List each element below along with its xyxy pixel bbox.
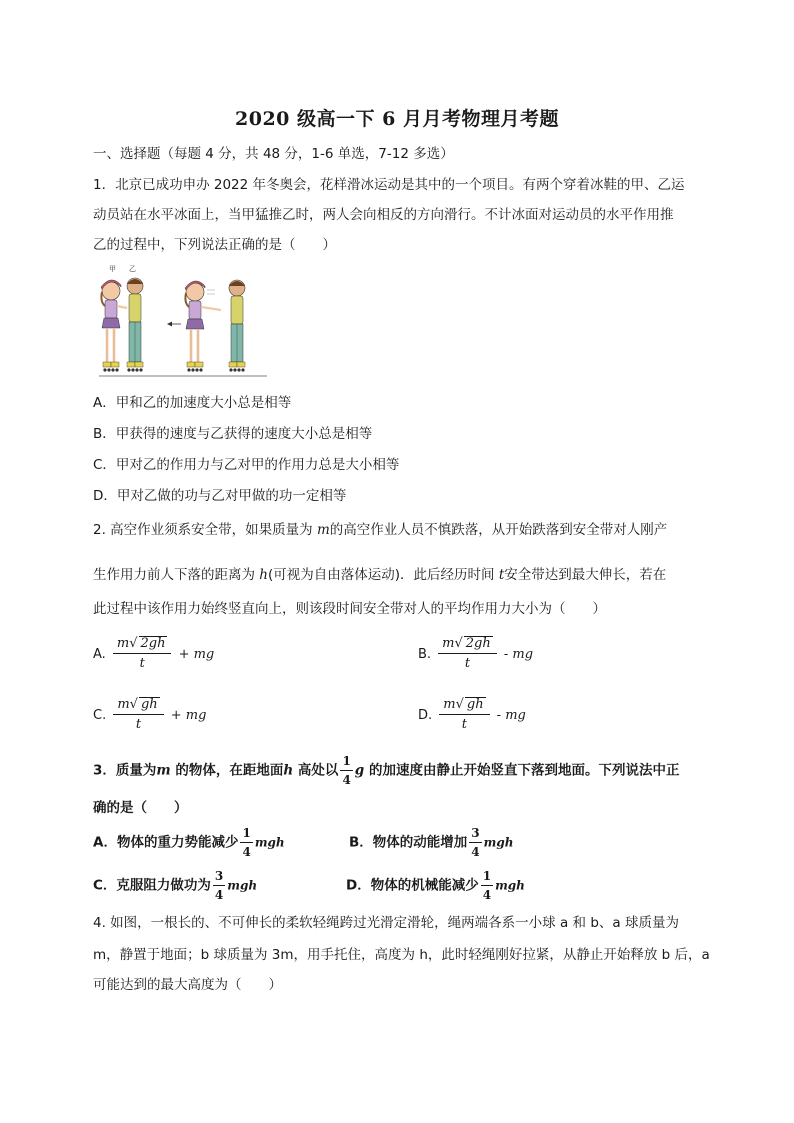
q4-line-1: 4. 如图，一根长的、不可伸长的柔软轻绳跨过光滑定滑轮，绳两端各系一小球 a 和 b、a 球质量为: [93, 915, 679, 931]
frac-den: t: [464, 656, 471, 671]
q2-var-h: h: [259, 567, 268, 583]
frac-den: t: [139, 656, 145, 671]
q2-option-d: [418, 697, 526, 732]
frac-num-m: m: [442, 636, 455, 651]
q1-option-c: C．甲对乙的作用力与乙对甲的作用力总是大小相等: [93, 457, 400, 473]
q3-line-2: 确的是（ ）: [93, 800, 188, 816]
option-tail: mgh: [254, 835, 285, 850]
q2-option-c: [93, 697, 206, 732]
sqrt-icon: √: [129, 636, 138, 651]
option-text: A．物体的重力势能减少: [93, 834, 239, 851]
fraction: [439, 697, 489, 732]
frac-num-m: m: [117, 697, 130, 712]
option-tail: + mg: [170, 708, 207, 723]
q2-option-b: [418, 636, 533, 671]
option-tail: - mg: [503, 647, 534, 662]
q3-text: 高处以: [293, 762, 339, 779]
q2-text: 安全带达到最大伸长，若在: [504, 567, 667, 583]
option-text: C．克服阻力做功为: [93, 877, 211, 894]
radicand: 2gh: [140, 636, 166, 651]
q4-line-2: m，静置于地面；b 球质量为 3m，用手托住，高度为 h，此时轻绳刚好拉紧，从静止开始释放 b 后，a: [93, 947, 710, 963]
q3-var-h: h: [283, 762, 294, 779]
frac-num: 1: [240, 826, 252, 843]
fraction: [340, 754, 352, 787]
q2-line-3: 此过程中该作用力始终竖直向上，则该段时间安全带对人的平均作用力大小为（ ）: [93, 601, 606, 617]
sqrt-icon: √: [129, 697, 138, 712]
fraction: [113, 697, 163, 732]
option-tail: - mg: [496, 708, 526, 723]
q3-var-g: g: [354, 762, 365, 779]
q3-option-d: [346, 869, 525, 902]
q2-text: 2. 高空作业须系安全带，如果质量为: [93, 522, 317, 538]
q1-option-d: D．甲对乙做的功与乙对甲做的功一定相等: [93, 488, 347, 504]
frac-num: 3: [213, 869, 225, 886]
frac-den: 4: [342, 773, 351, 787]
q2-text: (可视为自由落体运动)．此后经历时间: [268, 567, 499, 583]
q3-text: 的物体，在距地面: [170, 762, 284, 779]
option-tail: + mg: [178, 647, 215, 662]
q3-option-b: [349, 826, 513, 859]
q1-line-1: 1．北京已成功申办 2022 年冬奥会，花样滑冰运动是其中的一个项目。有两个穿着冰鞋的甲、乙运: [93, 177, 685, 193]
q2-text: 的高空作业人员不慎跌落，从开始跌落到安全带对人刚产: [329, 522, 668, 538]
q3-text: 3．质量为: [93, 762, 157, 779]
frac-den: 4: [482, 888, 492, 902]
section-heading: 一、选择题（每题 4 分，共 48 分，1-6 单选，7-12 多选）: [93, 146, 454, 162]
radicand: gh: [140, 697, 158, 712]
option-label: A.: [93, 647, 106, 662]
option-tail: mgh: [495, 878, 525, 893]
q2-option-a: [93, 636, 214, 671]
girl-left: [101, 280, 127, 372]
q3-option-c: [93, 869, 257, 902]
fraction: [481, 869, 493, 902]
fraction: [213, 869, 225, 902]
frac-den: t: [135, 717, 142, 732]
radicand: gh: [466, 697, 484, 712]
boy-left: [127, 278, 143, 372]
q2-var-m: m: [316, 522, 330, 538]
page-title: 2020 级高一下 6 月月考物理月考题: [235, 108, 559, 130]
frac-num: 1: [340, 754, 352, 771]
option-text: B．物体的动能增加: [349, 834, 468, 851]
girl-right: [185, 281, 221, 372]
sqrt-icon: √: [455, 697, 464, 712]
q1-line-2: 动员站在水平冰面上，当甲猛推乙时，两人会向相反的方向滑行。不计冰面对运动员的水平作用推: [93, 207, 674, 223]
option-label: D.: [418, 708, 433, 723]
fraction: [240, 826, 252, 859]
sqrt-icon: √: [454, 636, 463, 651]
q3-var-m: m: [156, 762, 171, 779]
frac-den: 4: [214, 888, 224, 902]
q1-option-a: A．甲和乙的加速度大小总是相等: [93, 395, 292, 411]
option-tail: mgh: [483, 835, 514, 850]
q2-line-1: [93, 521, 667, 539]
frac-num-m: m: [443, 697, 456, 712]
label-jia: 甲: [109, 265, 116, 273]
fraction: [469, 826, 481, 859]
frac-num-m: m: [116, 636, 130, 651]
frac-den: t: [461, 717, 468, 732]
q1-line-3: 乙的过程中，下列说法正确的是（ ）: [93, 237, 336, 253]
boy-right: [229, 280, 245, 372]
q2-text: 生作用力前人下落的距离为: [93, 567, 260, 583]
frac-num: 1: [481, 869, 493, 886]
option-text: D．物体的机械能减少: [346, 877, 479, 894]
label-yi: 乙: [129, 265, 136, 273]
fraction: [438, 636, 497, 671]
fraction: [113, 636, 172, 671]
option-label: B.: [418, 647, 432, 662]
frac-num: 3: [469, 826, 481, 843]
q2-line-2: [93, 566, 666, 584]
motion-arrow-icon: [167, 322, 181, 327]
q3-option-a: [93, 826, 285, 859]
q2-var-t: t: [498, 567, 505, 583]
q1-option-b: B．甲获得的速度与乙获得的速度大小总是相等: [93, 426, 373, 442]
q4-line-3: 可能达到的最大高度为（ ）: [93, 977, 282, 993]
radicand: 2gh: [465, 636, 491, 651]
frac-den: 4: [471, 845, 480, 859]
q3-line-1: [93, 754, 679, 787]
option-tail: mgh: [227, 878, 258, 893]
frac-den: 4: [242, 845, 251, 859]
option-label: C.: [93, 708, 107, 723]
skaters-figure: [97, 262, 272, 380]
q3-text: 的加速度由静止开始竖直下落到地面。下列说法中正: [364, 762, 680, 779]
